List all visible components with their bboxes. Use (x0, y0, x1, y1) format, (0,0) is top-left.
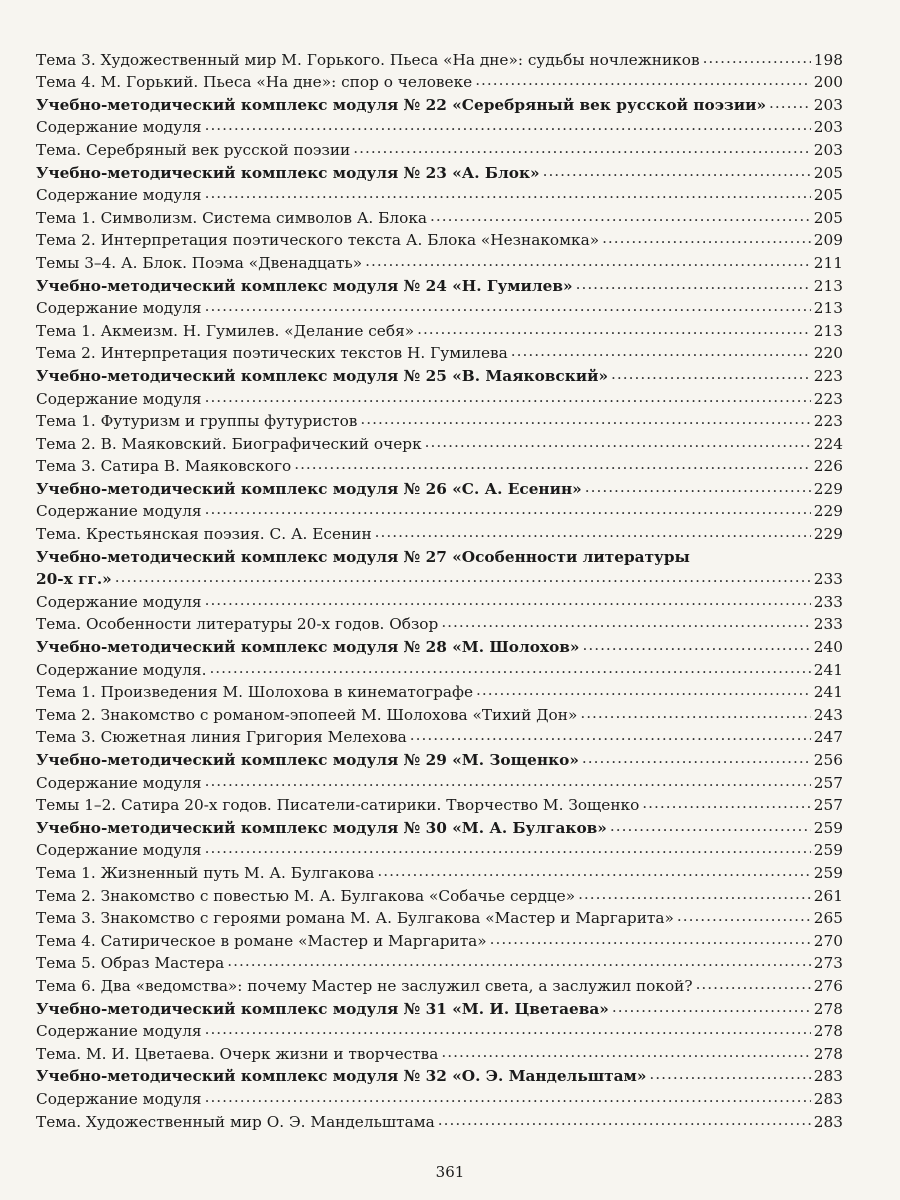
toc-page-number: 203 (813, 140, 843, 159)
toc-entry (36, 430, 843, 453)
toc-entry-title: Учебно-методический комплекс модуля № 24 «Н. Гумилев» (36, 276, 573, 295)
toc-entry-title: 20-х гг.» (36, 570, 112, 589)
toc-entry-title: Учебно-методический комплекс модуля № 25 «В. Маяковский» (36, 366, 609, 385)
toc-entry-title: Содержание модуля. (36, 660, 207, 679)
toc-entry (36, 882, 843, 905)
toc-entry (36, 182, 843, 205)
toc-entry (36, 520, 843, 543)
toc-page-number: 241 (813, 683, 843, 702)
dot-leader (205, 1022, 811, 1036)
dot-leader (205, 186, 811, 200)
toc-page-number: 229 (813, 479, 843, 498)
toc-module-entry (36, 746, 843, 769)
toc-page-number: 256 (813, 751, 843, 769)
toc-entry-title: Учебно-методический комплекс модуля № 23 «А. Блок» (36, 163, 540, 182)
toc-page-number: 259 (813, 818, 843, 837)
dot-leader (205, 390, 811, 404)
toc-module-entry (36, 566, 843, 589)
dot-leader (602, 231, 811, 245)
toc-entry (36, 46, 843, 69)
toc-page-number: 283 (813, 1067, 843, 1086)
toc-entry (36, 724, 843, 747)
toc-page-number: 226 (813, 457, 843, 476)
dot-leader (585, 480, 811, 494)
toc-entry-title: Тема. Художественный мир О. Э. Мандельштама (36, 1112, 435, 1131)
toc-entry-title: Учебно-методический комплекс модуля № 26 «С. А. Есенин» (36, 479, 582, 498)
dot-leader (205, 118, 811, 132)
toc-entry-title: Тема 5. Образ Мастера (36, 954, 225, 973)
toc-entry-title: Содержание модуля (36, 118, 202, 137)
dot-leader (115, 570, 811, 584)
toc-entry-title: Содержание модуля (36, 1089, 202, 1108)
dot-leader (205, 502, 811, 516)
toc-page-number: 233 (813, 592, 843, 611)
toc-entry (36, 972, 843, 995)
toc-entry-title: Тема. Серебряный век русской поэзии (36, 140, 351, 159)
dot-leader (610, 819, 811, 833)
dot-leader (677, 909, 811, 923)
dot-leader (441, 1045, 810, 1059)
toc-entry-title: Учебно-методический комплекс модуля № 31 «М. И. Цветаева» (36, 999, 609, 1018)
toc-page-number: 247 (813, 728, 843, 747)
toc-entry-title: Содержание модуля (36, 773, 202, 792)
toc-page-number: 243 (813, 705, 843, 724)
toc-entry (36, 340, 843, 363)
dot-leader (205, 841, 811, 855)
toc-entry (36, 69, 843, 92)
toc-page-number: 276 (813, 976, 843, 995)
toc-entry (36, 769, 843, 792)
table-of-contents (36, 46, 843, 1131)
toc-module-entry (36, 272, 843, 295)
toc-entry (36, 1018, 843, 1041)
toc-entry-title: Тема 1. Произведения М. Шолохова в кинематографе (36, 683, 474, 702)
toc-entry (36, 498, 843, 521)
toc-module-entry (36, 1063, 843, 1086)
toc-module-entry (36, 475, 843, 498)
dot-leader (227, 954, 811, 968)
toc-page-number: 223 (813, 412, 843, 431)
dot-leader (511, 344, 811, 358)
toc-entry (36, 317, 843, 340)
toc-module-entry (36, 159, 843, 182)
dot-leader (769, 96, 811, 110)
toc-page-number: 205 (813, 208, 843, 227)
toc-entry-title: Тема 4. Сатирическое в романе «Мастер и Маргарита» (36, 931, 487, 950)
toc-module-entry (36, 91, 843, 114)
dot-leader (612, 1000, 811, 1014)
toc-entry (36, 1040, 843, 1063)
toc-page-number: 278 (813, 1044, 843, 1063)
toc-page-number: 283 (813, 1112, 843, 1131)
toc-entry-title: Тема 2. Знакомство с повестью М. А. Булгакова «Собачье сердце» (36, 886, 576, 905)
dot-leader (430, 209, 811, 223)
toc-module-entry (36, 814, 843, 837)
toc-entry (36, 249, 843, 272)
toc-page-number: 223 (813, 366, 843, 385)
toc-entry-title: Тема 1. Акмеизм. Н. Гумилев. «Делание себя» (36, 321, 415, 340)
toc-entry-title: Тема 3. Художественный мир М. Горького. Пьеса «На дне»: судьбы ночлежников (36, 50, 700, 69)
toc-entry (36, 679, 843, 702)
toc-page-number: 278 (813, 999, 843, 1018)
toc-entry (36, 453, 843, 476)
toc-entry-title: Тема 6. Два «ведомства»: почему Мастер не заслужил света, а заслужил покой? (36, 976, 693, 995)
toc-entry-title: Тема 3. Сатира В. Маяковского (36, 457, 292, 476)
toc-page-number: 273 (813, 954, 843, 973)
toc-entry-title: Содержание модуля (36, 1022, 202, 1041)
toc-entry (36, 114, 843, 137)
toc-entry-title: Учебно-методический комплекс модуля № 27 «Особенности литературы (36, 547, 690, 566)
toc-page-number: 213 (813, 321, 843, 340)
toc-entry-title: Тема 2. Интерпретация поэтических текстов Н. Гумилева (36, 344, 508, 363)
toc-entry-title: Учебно-методический комплекс модуля № 22 «Серебряный век русской поэзии» (36, 95, 767, 114)
toc-entry (36, 792, 843, 815)
dot-leader (377, 864, 810, 878)
toc-entry (36, 837, 843, 860)
dot-leader (209, 661, 810, 675)
toc-entry-title: Тема 2. В. Маяковский. Биографический очерк (36, 434, 422, 453)
toc-page-number: 220 (813, 344, 843, 363)
toc-page-number: 213 (813, 276, 843, 295)
dot-leader (642, 796, 811, 810)
toc-page-number: 233 (813, 570, 843, 589)
toc-page-number: 205 (813, 163, 843, 182)
toc-entry-title: Тема 3. Сюжетная линия Григория Мелехова (36, 728, 407, 747)
dot-leader (696, 977, 811, 991)
toc-entry-title: Содержание модуля (36, 389, 202, 408)
toc-entry (36, 227, 843, 250)
dot-leader (576, 277, 811, 291)
toc-entry (36, 656, 843, 679)
toc-page-number: 259 (813, 863, 843, 882)
dot-leader (580, 706, 810, 720)
toc-entry-title: Тема 1. Футуризм и группы футуристов (36, 412, 358, 431)
toc-entry-title: Содержание модуля (36, 502, 202, 521)
toc-entry-title: Содержание модуля (36, 841, 202, 860)
toc-module-entry (36, 633, 843, 656)
dot-leader (611, 367, 811, 381)
toc-page-number: 229 (813, 502, 843, 521)
dot-leader (490, 932, 811, 946)
toc-page-number: 257 (813, 773, 843, 792)
toc-entry (36, 588, 843, 611)
dot-leader (475, 73, 811, 87)
dot-leader (578, 887, 811, 901)
toc-entry-title: Учебно-методический комплекс модуля № 28 «М. Шолохов» (36, 638, 580, 657)
dot-leader (543, 164, 811, 178)
toc-entry-title: Тема 1. Жизненный путь М. А. Булгакова (36, 863, 375, 882)
toc-page-number: 229 (813, 525, 843, 544)
dot-leader (703, 51, 811, 65)
toc-page-number: 224 (813, 434, 843, 453)
toc-page-number: 209 (813, 231, 843, 250)
dot-leader (375, 525, 811, 539)
toc-entry (36, 204, 843, 227)
toc-page-number: 278 (813, 1022, 843, 1041)
dot-leader (438, 1113, 811, 1127)
toc-page-number: 240 (813, 638, 843, 657)
dot-leader (205, 593, 811, 607)
toc-page-number: 270 (813, 931, 843, 950)
toc-page-number: 203 (813, 95, 843, 114)
toc-entry-title: Тема 3. Знакомство с героями романа М. А. Булгакова «Мастер и Маргарита» (36, 909, 674, 928)
toc-page-number: 241 (813, 660, 843, 679)
toc-entry-title: Тема 1. Символизм. Система символов А. Блока (36, 208, 427, 227)
toc-entry-title: Тема 4. М. Горький. Пьеса «На дне»: спор о человеке (36, 73, 473, 92)
toc-entry (36, 295, 843, 318)
toc-entry-heading-line (36, 543, 843, 566)
toc-entry (36, 611, 843, 634)
dot-leader (582, 751, 811, 765)
toc-page-number: 283 (813, 1089, 843, 1108)
toc-entry-title: Содержание модуля (36, 186, 202, 205)
toc-entry-title: Тема 2. Знакомство с романом-эпопеей М. Шолохова «Тихий Дон» (36, 705, 578, 724)
toc-entry-title: Содержание модуля (36, 592, 202, 611)
toc-page-number: 233 (813, 615, 843, 634)
toc-entry (36, 950, 843, 973)
toc-entry (36, 859, 843, 882)
dot-leader (425, 435, 811, 449)
dot-leader (582, 638, 810, 652)
toc-page-number: 200 (813, 73, 843, 92)
toc-entry (36, 927, 843, 950)
toc-entry-title: Учебно-методический комплекс модуля № 30 «М. А. Булгаков» (36, 818, 607, 837)
toc-entry (36, 1085, 843, 1108)
dot-leader (205, 774, 811, 788)
dot-leader (441, 615, 810, 629)
toc-entry-title: Темы 1–2. Сатира 20-х годов. Писатели-сатирики. Творчество М. Зощенко (36, 796, 640, 815)
toc-entry-title: Тема. Особенности литературы 20-х годов. Обзор (36, 615, 439, 634)
toc-entry (36, 385, 843, 408)
page-number: 361 (435, 1163, 465, 1181)
dot-leader (410, 728, 811, 742)
toc-page-number: 223 (813, 389, 843, 408)
toc-entry-title: Учебно-методический комплекс модуля № 32 «О. Э. Мандельштам» (36, 1067, 647, 1086)
toc-entry-title: Содержание модуля (36, 299, 202, 318)
toc-entry (36, 136, 843, 159)
toc-page-number: 257 (813, 796, 843, 815)
toc-entry-title: Темы 3–4. А. Блок. Поэма «Двенадцать» (36, 253, 363, 272)
toc-entry-title: Тема. М. И. Цветаева. Очерк жизни и творчества (36, 1044, 439, 1063)
dot-leader (205, 1090, 811, 1104)
toc-module-entry (36, 995, 843, 1018)
toc-page-number: 205 (813, 186, 843, 205)
toc-page-number: 203 (813, 118, 843, 137)
toc-entry-title: Тема. Крестьянская поэзия. С. А. Есенин (36, 525, 372, 544)
toc-entry (36, 701, 843, 724)
dot-leader (360, 412, 810, 426)
toc-page-number: 211 (813, 253, 843, 272)
toc-page-number: 213 (813, 299, 843, 318)
dot-leader (476, 683, 811, 697)
toc-entry (36, 1108, 843, 1131)
toc-entry (36, 905, 843, 928)
dot-leader (294, 457, 811, 471)
dot-leader (365, 254, 811, 268)
toc-entry (36, 408, 843, 431)
toc-entry-title: Тема 2. Интерпретация поэтического текста А. Блока «Незнакомка» (36, 231, 600, 250)
toc-page-number: 265 (813, 909, 843, 928)
toc-entry-title: Учебно-методический комплекс модуля № 29 «М. Зощенко» (36, 751, 579, 769)
dot-leader (649, 1067, 810, 1081)
toc-module-entry (36, 362, 843, 385)
dot-leader (417, 322, 811, 336)
toc-page-number: 259 (813, 841, 843, 860)
dot-leader (353, 141, 811, 155)
dot-leader (205, 299, 811, 313)
toc-page-number: 261 (813, 886, 843, 905)
toc-page-number: 198 (813, 50, 843, 69)
